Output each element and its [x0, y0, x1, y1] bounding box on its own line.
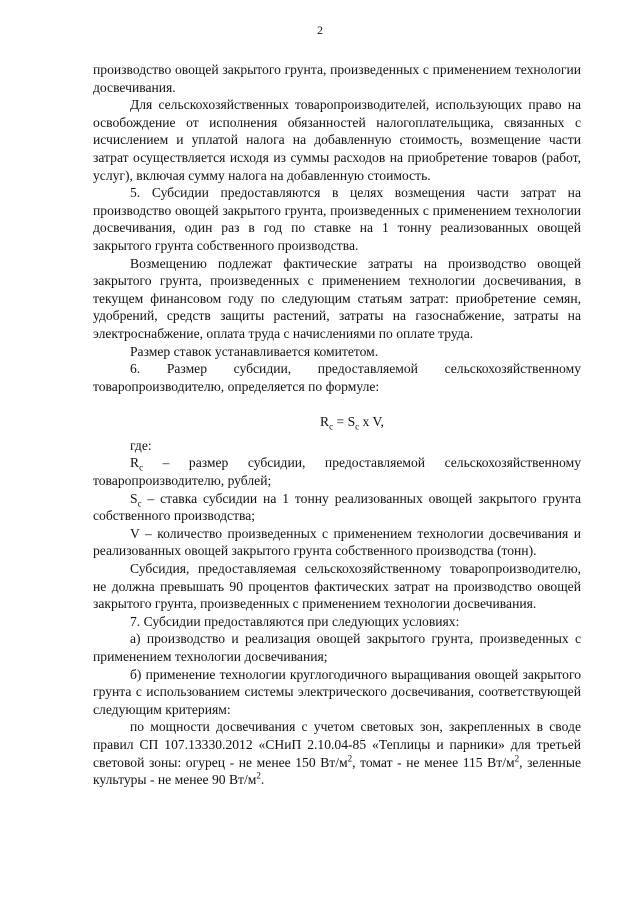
document-body — [93, 61, 581, 789]
paragraph: Субсидия, предоставляемая сельскохозяйственному товаропроизводителю, не должна превышать 90 процентов фактических затрат на производство овощей закрытого грунта, произведенных с применением технологии досвечивания. — [93, 561, 581, 612]
criteria-paragraph: по мощности досвечивания с учетом световых зон, закрепленных в своде правил СП 107.13330.2012 «СНиП 2.10.04-85 «Теплицы и парники» для третьей световой зоны: огурец - не менее 150 $Вт/м^2$, томат - не менее 115 $Вт/м^2$, зеленные культуры - не менее 90 $Вт/м^2$. — [93, 719, 582, 788]
paragraph: Размер ставок устанавливается комитетом. — [130, 343, 379, 359]
paragraph: 6. Размер субсидии, предоставляемой сельскохозяйственному товаропроизводителю, определяется по формуле: — [93, 361, 581, 394]
definition: $S_c$ – ставка субсидии на 1 тонну реализованных овощей закрытого грунта собственного производства; — [93, 490, 581, 524]
definition: $R_c$ – размер субсидии, предоставляемой сельскохозяйственному товаропроизводителю, рублей; — [93, 455, 581, 489]
paragraph: Возмещению подлежат фактические затраты на производство овощей закрытого грунта, произведенных с применением технологии досвечивания, в текущем финансовом году по следующим статьям затрат: приобретение семян, удобрений, средств защиты растений, затраты на газоснабжение, затраты на электроснабжение, оплата труда с начислениями по оплате труда. — [93, 255, 581, 341]
where-label: где: — [130, 437, 152, 453]
formula: $R_c = S_c$ x V, — [320, 414, 384, 432]
paragraph: производство овощей закрытого грунта, произведенных с применением технологии досвечивания. — [93, 62, 581, 95]
paragraph: 7. Субсидии предоставляются при следующих условиях: — [130, 613, 460, 629]
paragraph: Для сельскохозяйственных товаропроизводителей, использующих право на освобождение от исполнения обязанностей налогоплательщика, связанных с исчислением и уплатой налога на добавленную стоимость, возмещение части затрат осуществляется исходя из суммы расходов на приобретение товаров (работ, услуг), включая сумму налога на добавленную стоимость. — [93, 97, 581, 183]
page-number: 2 — [317, 23, 323, 37]
paragraph: б) применение технологии круглогодичного выращивания овощей закрытого грунта с использованием системы электрического досвечивания, соответствующей следующим критериям: — [93, 666, 581, 717]
paragraph: а) производство и реализация овощей закрытого грунта, произведенных с применением технологии досвечивания; — [93, 631, 581, 664]
paragraph: 5. Субсидии предоставляются в целях возмещения части затрат на производство овощей закрытого грунта, произведенных с применением технологии досвечивания, один раз в год по ставке на 1 тонну реализованных овощей закрытого грунта собственного производства. — [93, 185, 581, 253]
definition: V – количество произведенных с применением технологии досвечивания и реализованных овощей закрытого грунта собственного производства (тонн). — [93, 525, 581, 559]
